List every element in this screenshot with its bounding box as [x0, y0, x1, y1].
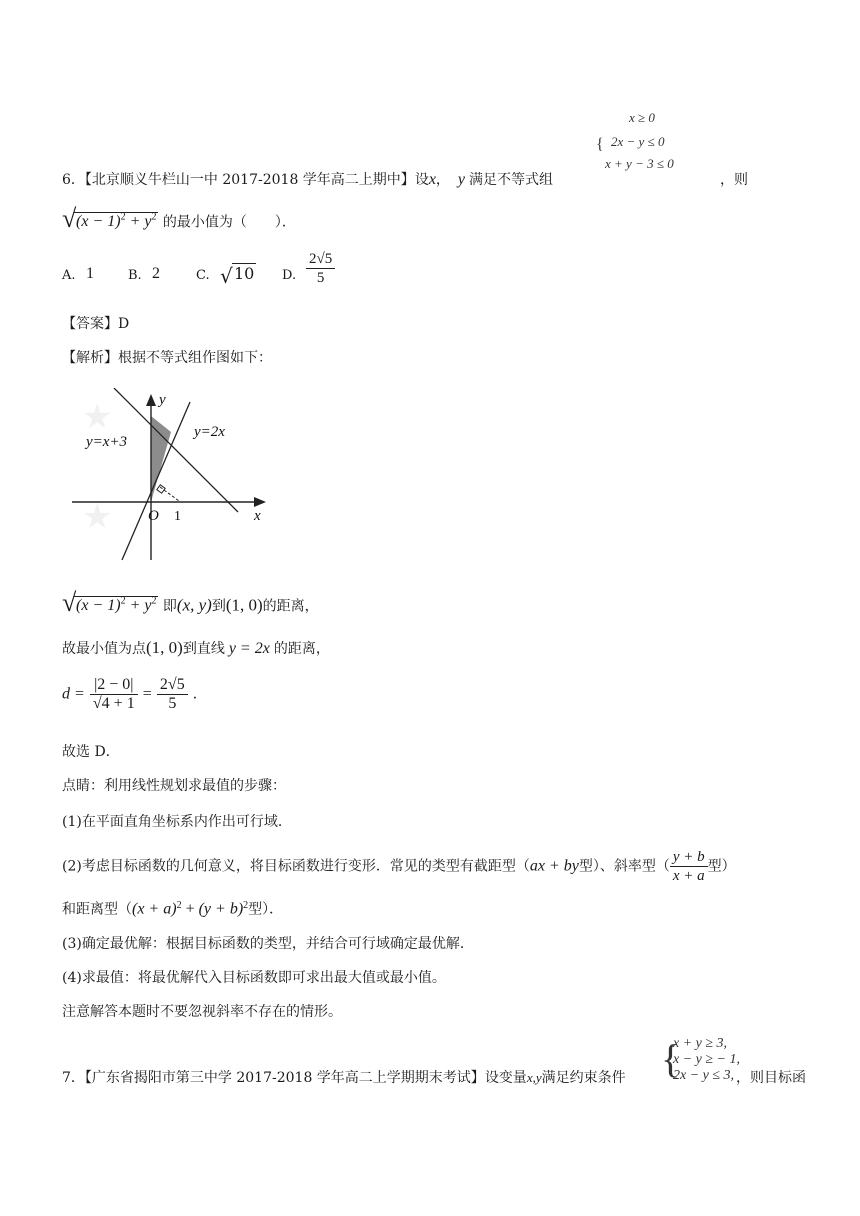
s1-sup-2: 2 — [151, 596, 157, 607]
brace: { — [596, 136, 604, 153]
right-angle-mark — [157, 485, 165, 493]
tip-2-continued — [62, 896, 283, 920]
option-d-label: D. — [282, 268, 297, 283]
option-b-label: B. — [128, 268, 142, 283]
tip-2-intercept-expr: ax + by — [529, 857, 579, 875]
x-axis-label: x — [254, 508, 261, 524]
tip-2 — [62, 848, 736, 885]
y-axis-label: y — [159, 392, 166, 408]
s2-text-a: 故最小值为点 — [62, 641, 146, 657]
q7-stem-tail: ，则目标函 — [736, 1070, 806, 1086]
tip-2-text-a: (2)考虑目标函数的几何意义，将目标函数进行变形．常见的类型有截距型（ — [62, 858, 530, 875]
option-c-value: 10 — [234, 264, 255, 283]
y-axis-arrow — [146, 394, 156, 406]
q7-brace: { — [661, 1036, 681, 1081]
tip-3: (3)确定最优解：根据目标函数的类型，并结合可行域确定最优解． — [62, 936, 474, 952]
tip-1: (1)在平面直角坐标系内作出可行域． — [62, 814, 292, 830]
slope-numerator: y + b — [670, 848, 708, 867]
expr-inner: (x − 1) — [76, 213, 121, 231]
result-fraction — [157, 676, 188, 713]
s1-sup: 2 — [120, 596, 126, 607]
tip-2b-plus: + — [181, 900, 199, 918]
expr-sup: 2 — [120, 212, 126, 223]
radical-sign: √ — [62, 588, 77, 617]
line1-label: y=x+3 — [86, 434, 128, 450]
tip-title: 点睛：利用线性规划求最值的步骤： — [62, 778, 286, 794]
question-stem — [62, 170, 553, 190]
distance-fraction — [90, 676, 138, 713]
var-y: y — [457, 171, 466, 188]
s1-expr: (x − 1) — [76, 597, 121, 615]
tip-2b-text-b: 型）． — [248, 901, 284, 918]
option-c-label: C. — [196, 268, 210, 283]
constraint-system — [596, 110, 716, 180]
constraint-line-3: x + y − 3 ≤ 0 — [605, 156, 674, 171]
constraint-line-1: x ≥ 0 — [629, 110, 655, 125]
tick-1-label: 1 — [174, 509, 181, 524]
x-axis-arrow — [254, 497, 266, 507]
stem-text: 设 — [414, 172, 429, 188]
q7-constraint-1: x + y ≥ 3, — [673, 1036, 728, 1051]
result-numerator: 2√5 — [157, 676, 188, 695]
option-d-numerator: 2√5 — [306, 250, 335, 269]
stem-comma: ， — [435, 172, 450, 188]
tip-2b-text-a: 和距离型（ — [62, 901, 132, 918]
tip-5: 注意解答本题时不要忽视斜率不存在的情形。 — [62, 1004, 342, 1020]
tip-4: (4)求最值：将最优解代入目标函数即可求出最大值或最小值。 — [62, 970, 446, 986]
tip-2-slope-fraction — [670, 848, 708, 885]
tip-2-text-b: 型）、斜率型（ — [578, 858, 670, 875]
expr-sup-2: 2 — [151, 212, 157, 223]
solution-line-3 — [62, 676, 207, 726]
line2-label: y=2x — [194, 424, 225, 440]
distance-d: d = — [62, 685, 85, 703]
watermark-2: ★ — [82, 497, 113, 537]
q7-number: 7． — [62, 1070, 85, 1086]
distance-denominator: √4 + 1 — [92, 695, 135, 712]
s1-text-a: 即 — [162, 598, 177, 615]
s2-text-c: 的距离， — [273, 641, 330, 657]
expr-plus: + y — [125, 213, 152, 231]
feasible-region-graph — [62, 388, 292, 568]
q7-stem — [62, 1068, 626, 1088]
stem-text-2: 满足不等式组 — [469, 172, 554, 188]
stem-expression-line — [62, 204, 296, 233]
question-source: 【北京顺义牛栏山一中 2017-2018 学年高二上期中】 — [84, 172, 415, 188]
result-denominator: 5 — [168, 695, 177, 712]
answer: 【答案】D — [62, 316, 130, 332]
tip-2b-sup-2: 2 — [243, 900, 249, 911]
radical-sign: √ — [62, 204, 77, 233]
q7-text-b: 满足约束条件 — [541, 1070, 626, 1086]
distance-numerator: |2 − 0| — [90, 676, 138, 695]
tip-2b-expr-1: (x + a) — [132, 900, 177, 918]
q7-vars: x,y — [526, 1070, 542, 1085]
q7-source: 【广东省揭阳市第三中学 2017-2018 学年高二上学期期末考试】 — [84, 1070, 485, 1086]
s2-text-b: 到直线 — [182, 641, 225, 657]
line-y-x-plus-3 — [114, 388, 238, 512]
tip-2b-expr-2: (y + b) — [198, 900, 244, 918]
s2-line: y = 2x — [228, 640, 270, 657]
s1-point-10: (1, 0) — [225, 595, 263, 615]
question-number: 6． — [62, 172, 85, 188]
watermark: ★ — [82, 397, 113, 437]
s1-text-b: 到 — [211, 598, 226, 615]
perpendicular-segment — [160, 487, 179, 501]
option-a-value: 1 — [86, 265, 94, 282]
equals-sign: = — [142, 685, 152, 703]
stem-tail: ，则 — [720, 172, 748, 188]
period: ． — [192, 686, 207, 703]
radical-sign: √ — [220, 264, 233, 288]
constraint-line-2: 2x − y ≤ 0 — [611, 134, 665, 149]
option-b-value: 2 — [152, 265, 160, 282]
s2-point: (1, 0) — [146, 638, 183, 657]
q7-constraint-2: x − y ≥ − 1, — [673, 1052, 741, 1067]
solution-choice: 故选 D． — [62, 744, 120, 760]
stem-question: 的最小值为（ ）． — [162, 214, 296, 231]
options — [62, 251, 462, 302]
option-d-denominator: 5 — [316, 270, 325, 286]
var-x: x — [428, 171, 436, 188]
tip-2b-sup-1: 2 — [176, 900, 182, 911]
tip-2-text-c: 型） — [707, 858, 736, 875]
option-d-fraction — [306, 250, 335, 287]
q7-text-a: 设变量 — [484, 1070, 527, 1086]
slope-denominator: x + a — [672, 868, 705, 884]
sqrt-expression-2 — [62, 588, 158, 617]
s1-text-c: 的距离， — [262, 598, 319, 615]
option-c-sqrt — [220, 264, 256, 288]
s1-plus: + y — [125, 597, 152, 615]
analysis-intro: 【解析】根据不等式组作图如下： — [62, 350, 272, 366]
origin-label: O — [148, 508, 159, 524]
s1-point-xy: (x, y) — [176, 595, 212, 615]
solution-line-1 — [62, 588, 319, 617]
sqrt-expression — [62, 204, 158, 233]
solution-line-2 — [62, 638, 330, 659]
option-a-label: A. — [62, 268, 76, 283]
q7-constraint-3: 2x − y ≤ 3, — [673, 1068, 735, 1083]
